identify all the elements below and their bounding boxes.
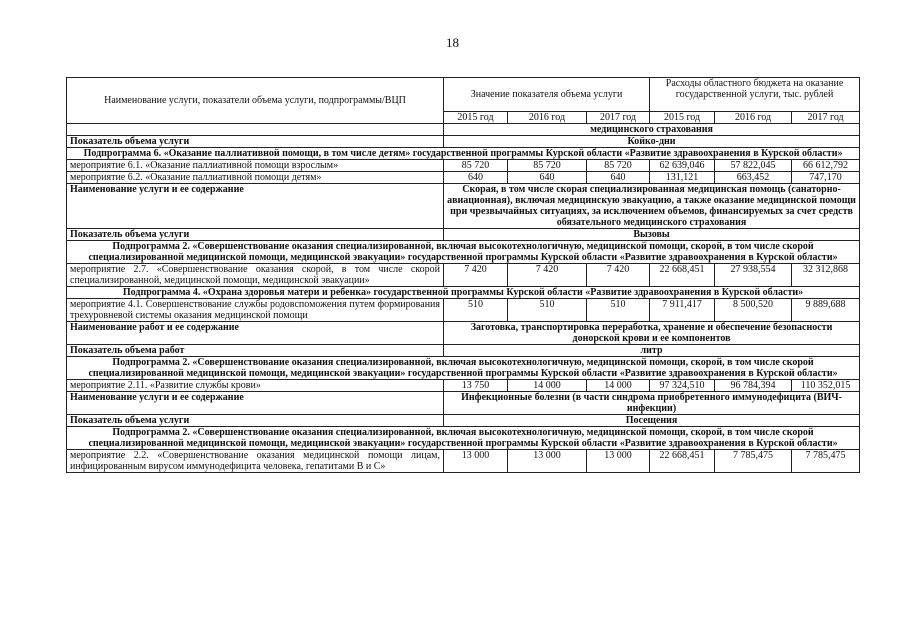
row-value: Скорая, в том числе скорая специализированная медицинская помощь (санаторно-авиационная), включая медицинскую эвакуацию, а также оказание медицинской помощи при чрезвычайных ситуациях, за исключением объемов, финансируемых за счет средств обязательного медицинского страхования (444, 184, 860, 229)
table-row (67, 160, 860, 172)
measure-value: 510 (508, 299, 587, 322)
measure-value: 27 938,554 (715, 264, 792, 287)
header-year: 2016 год (715, 112, 792, 124)
row-label: Показатель объема услуги (67, 136, 444, 148)
measure-value: 747,170 (792, 172, 860, 184)
measure-value: 640 (587, 172, 650, 184)
services-table (66, 77, 860, 473)
row-value: Вызовы (444, 229, 860, 241)
measure-value: 85 720 (444, 160, 508, 172)
table-row (67, 322, 860, 345)
row-value: Койко-дни (444, 136, 860, 148)
measure-value: 7 420 (587, 264, 650, 287)
measure-value: 510 (444, 299, 508, 322)
measure-value: 14 000 (587, 380, 650, 392)
measure-value: 131,121 (650, 172, 715, 184)
table-row (67, 172, 860, 184)
table-row (67, 184, 860, 229)
measure-value: 640 (508, 172, 587, 184)
header-year: 2015 год (650, 112, 715, 124)
table-row (67, 450, 860, 473)
measure-value: 7 420 (444, 264, 508, 287)
row-label (67, 124, 444, 136)
measure-value: 62 639,046 (650, 160, 715, 172)
measure-value: 7 911,417 (650, 299, 715, 322)
measure-value: 7 420 (508, 264, 587, 287)
measure-value: 663,452 (715, 172, 792, 184)
measure-value: 640 (444, 172, 508, 184)
measure-value: 14 000 (508, 380, 587, 392)
measure-value: 22 668,451 (650, 450, 715, 473)
measure-value: 9 889,688 (792, 299, 860, 322)
program-title: Подпрограмма 4. «Охрана здоровья матери и ребенка» государственной программы Курской области «Развитие здравоохранения в Курской области» (67, 287, 860, 299)
table-row (67, 427, 860, 450)
header-year: 2017 год (587, 112, 650, 124)
measure-value: 96 784,394 (715, 380, 792, 392)
table-row (67, 264, 860, 287)
measure-label: мероприятие 2.2. «Совершенствование оказания медицинской помощи лицам, инфицированным вирусом иммунодефицита человека, гепатитами В и С» (67, 450, 444, 473)
table-row (67, 415, 860, 427)
measure-value: 97 324,510 (650, 380, 715, 392)
measure-value: 8 500,520 (715, 299, 792, 322)
measure-label: мероприятие 2.11. «Развитие службы крови» (67, 380, 444, 392)
measure-value: 13 000 (444, 450, 508, 473)
table-row (67, 241, 860, 264)
header-year: 2017 год (792, 112, 860, 124)
measure-value: 85 720 (587, 160, 650, 172)
measure-value: 32 312,868 (792, 264, 860, 287)
row-value: Инфекционные болезни (в части синдрома приобретенного иммунодефицита (ВИЧ-инфекции) (444, 392, 860, 415)
header-value: Значение показателя объема услуги (444, 78, 650, 112)
measure-value: 110 352,015 (792, 380, 860, 392)
program-title: Подпрограмма 2. «Совершенствование оказания специализированной, включая высокотехнологичную, медицинской помощи, скорой, в том числе скорой специализированной медицинской помощи, медицинской эвакуации» государственной программы Курской области «Развитие здравоохранения в Курской области» (67, 241, 860, 264)
header-expenses: Расходы областного бюджета на оказание государственной услуги, тыс. рублей (650, 78, 860, 112)
measure-value: 13 000 (508, 450, 587, 473)
measure-value: 85 720 (508, 160, 587, 172)
measure-label: мероприятие 6.1. «Оказание паллиативной помощи взрослым» (67, 160, 444, 172)
row-label: Показатель объема услуги (67, 229, 444, 241)
row-label: Наименование работ и ее содержание (67, 322, 444, 345)
row-label: Показатель объема услуги (67, 415, 444, 427)
program-title: Подпрограмма 2. «Совершенствование оказания специализированной, включая высокотехнологичную, медицинской помощи, скорой, в том числе скорой специализированной медицинской помощи, медицинской эвакуации» государственной программы Курской области «Развитие здравоохранения в Курской области» (67, 427, 860, 450)
table-row (67, 148, 860, 160)
measure-value: 22 668,451 (650, 264, 715, 287)
table-row (67, 357, 860, 380)
header-year: 2015 год (444, 112, 508, 124)
row-label: Показатель объема работ (67, 345, 444, 357)
row-value: медицинского страхования (444, 124, 860, 136)
measure-value: 57 822,045 (715, 160, 792, 172)
row-label: Наименование услуги и ее содержание (67, 392, 444, 415)
header-name: Наименование услуги, показатели объема услуги, подпрограммы/ВЦП (67, 78, 444, 124)
table-row (67, 299, 860, 322)
measure-label: мероприятие 6.2. «Оказание паллиативной помощи детям» (67, 172, 444, 184)
measure-value: 66 612,792 (792, 160, 860, 172)
program-title: Подпрограмма 2. «Совершенствование оказания специализированной, включая высокотехнологичную, медицинской помощи, скорой, в том числе скорой специализированной медицинской помощи, медицинской эвакуации» государственной программы Курской области «Развитие здравоохранения в Курской области» (67, 357, 860, 380)
table-row (67, 287, 860, 299)
measure-value: 13 000 (587, 450, 650, 473)
measure-value: 510 (587, 299, 650, 322)
measure-value: 7 785,475 (715, 450, 792, 473)
row-label: Наименование услуги и ее содержание (67, 184, 444, 229)
table-row (67, 380, 860, 392)
page-number: 18 (446, 35, 459, 50)
row-value: Посещения (444, 415, 860, 427)
measure-value: 7 785,475 (792, 450, 860, 473)
table-row (67, 229, 860, 241)
measure-label: мероприятие 4.1. Совершенствование службы родовспоможения путем формирования трехуровневой системы оказания медицинской помощи (67, 299, 444, 322)
header-year: 2016 год (508, 112, 587, 124)
table-row (67, 136, 860, 148)
program-title: Подпрограмма 6. «Оказание паллиативной помощи, в том числе детям» государственной программы Курской области «Развитие здравоохранения в Курской области» (67, 148, 860, 160)
table-row (67, 392, 860, 415)
measure-value: 13 750 (444, 380, 508, 392)
row-value: Заготовка, транспортировка переработка, хранение и обеспечение безопасности донорской крови и ее компонентов (444, 322, 860, 345)
table-row (67, 124, 860, 136)
table-row (67, 345, 860, 357)
measure-label: мероприятие 2.7. «Совершенствование оказания скорой, в том числе скорой специализированной, медицинской помощи, медицинской эвакуации» (67, 264, 444, 287)
row-value: литр (444, 345, 860, 357)
